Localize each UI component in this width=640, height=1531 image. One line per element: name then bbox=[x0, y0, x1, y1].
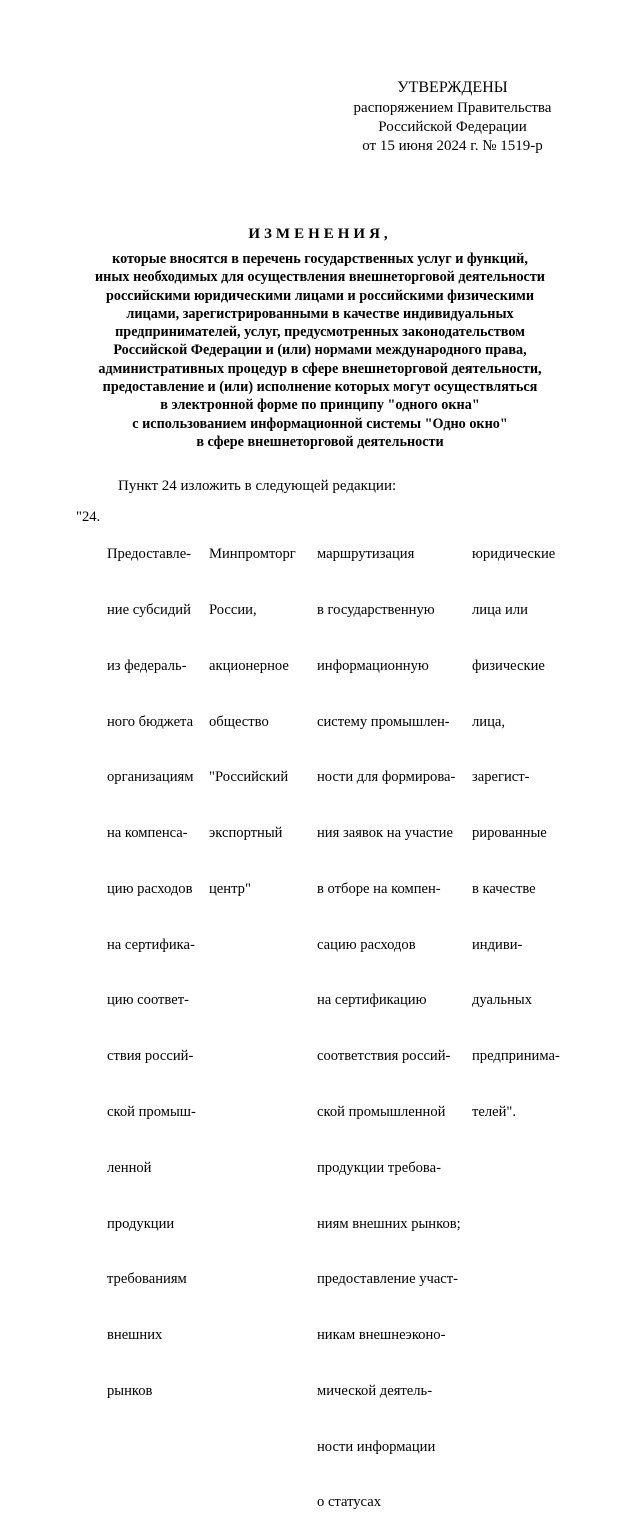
column-procedure bbox=[317, 508, 461, 1531]
cell-line: соответствия россий- bbox=[317, 1048, 451, 1065]
subtitle-line: которые вносятся в перечень государственных услуг и функций, bbox=[112, 251, 528, 267]
cell-line: на компенса- bbox=[107, 825, 188, 842]
cell-line: мической деятель- bbox=[317, 1382, 433, 1399]
cell-line: на сертифика- bbox=[107, 936, 195, 953]
document-subtitle bbox=[60, 250, 580, 451]
cell-line: рынков bbox=[107, 1382, 153, 1399]
cell-line: лица, bbox=[472, 713, 506, 730]
cell-line: в государственную bbox=[317, 601, 435, 618]
cell-line: в отборе на компен- bbox=[317, 880, 441, 897]
cell-line: организациям bbox=[107, 769, 194, 786]
subtitle-line: в электронной форме по принципу "одного окна" bbox=[160, 397, 480, 414]
subtitle-line: лицами, зарегистрированными в качестве индивидуальных bbox=[126, 305, 514, 322]
cell-line: в качестве bbox=[472, 880, 536, 897]
subtitle-line: российскими юридическими лицами и российскими физическими bbox=[105, 287, 534, 304]
cell-line: сацию расходов bbox=[317, 936, 416, 953]
cell-line: требованиям bbox=[107, 1271, 187, 1288]
cell-line: ного бюджета bbox=[107, 713, 194, 730]
cell-line: информационную bbox=[317, 657, 429, 674]
cell-line: цию расходов bbox=[107, 880, 193, 897]
intro-paragraph: Пункт 24 изложить в следующей редакции: bbox=[118, 478, 397, 494]
cell-line: телей". bbox=[472, 1104, 517, 1120]
cell-line: зарегист- bbox=[472, 769, 530, 786]
cell-line: систему промышлен- bbox=[317, 713, 450, 730]
cell-line: рированные bbox=[472, 825, 547, 842]
cell-line: "Российский bbox=[209, 769, 289, 786]
subtitle-line: предоставление и (или) исполнение которых могут осуществляться bbox=[102, 379, 538, 396]
cell-line: на сертификацию bbox=[317, 992, 427, 1009]
subtitle-line: в сфере внешнеторговой деятельности bbox=[196, 433, 444, 450]
cell-line: ниям внешних рынков; bbox=[317, 1215, 461, 1232]
cell-line: Предоставле- bbox=[107, 546, 192, 563]
subtitle-line: административных процедур в сфере внешнеторговой деятельности, bbox=[98, 360, 542, 377]
cell-line: ния заявок на участие bbox=[317, 825, 453, 842]
document-title: ИЗМЕНЕНИЯ, bbox=[248, 226, 392, 242]
subtitle-line: иных необходимых для осуществления внешнеторговой деятельности bbox=[95, 269, 545, 286]
cell-line: дуальных bbox=[472, 992, 532, 1009]
approval-heading: УТВЕРЖДЕНЫ bbox=[397, 79, 508, 96]
approval-line-3: от 15 июня 2024 г. № 1519-р bbox=[362, 138, 543, 154]
cell-line: ленной bbox=[107, 1159, 152, 1176]
cell-line: лица или bbox=[472, 601, 528, 618]
cell-line: маршрутизация bbox=[317, 546, 415, 563]
cell-line: ности для формирова- bbox=[317, 769, 456, 786]
cell-line: из федераль- bbox=[107, 657, 187, 674]
column-applicants bbox=[472, 508, 560, 1140]
cell-line: России, bbox=[209, 601, 257, 618]
cell-line: продукции bbox=[107, 1215, 175, 1232]
cell-line: ской промыш- bbox=[107, 1104, 196, 1120]
approval-line-2: Российской Федерации bbox=[378, 119, 527, 135]
cell-line: ской промышленной bbox=[317, 1104, 446, 1120]
approval-stamp bbox=[330, 78, 575, 156]
cell-line: физические bbox=[472, 657, 545, 674]
cell-line: продукции требова- bbox=[317, 1159, 441, 1176]
column-service-name bbox=[107, 508, 196, 1419]
cell-line: акционерное bbox=[209, 657, 289, 674]
subtitle-line: Российской Федерации и (или) нормами международного права, bbox=[113, 342, 527, 359]
subtitle-line: предпринимателей, услуг, предусмотренных законодательством bbox=[115, 324, 525, 341]
row-number: "24. bbox=[76, 509, 101, 525]
cell-line: индиви- bbox=[472, 936, 523, 953]
cell-line: предпринима- bbox=[472, 1048, 560, 1065]
cell-line: экспортный bbox=[209, 825, 283, 842]
cell-line: внешних bbox=[107, 1327, 163, 1344]
cell-line: ствия россий- bbox=[107, 1048, 194, 1065]
cell-line: цию соответ- bbox=[107, 992, 189, 1009]
cell-line: Минпромторг bbox=[209, 546, 296, 563]
cell-line: юридические bbox=[472, 546, 556, 563]
cell-line: центр" bbox=[209, 880, 251, 897]
column-authority bbox=[209, 508, 296, 917]
cell-line: ние субсидий bbox=[107, 601, 191, 618]
cell-line: ности информации bbox=[317, 1438, 436, 1455]
cell-line: предоставление участ- bbox=[317, 1271, 459, 1288]
cell-line: общество bbox=[209, 713, 269, 730]
subtitle-line: с использованием информационной системы "Одно окно" bbox=[132, 415, 508, 432]
approval-line-1: распоряжением Правительства bbox=[353, 100, 552, 116]
cell-line: о статусах bbox=[317, 1494, 381, 1511]
cell-line: никам внешнеэконо- bbox=[317, 1327, 446, 1344]
